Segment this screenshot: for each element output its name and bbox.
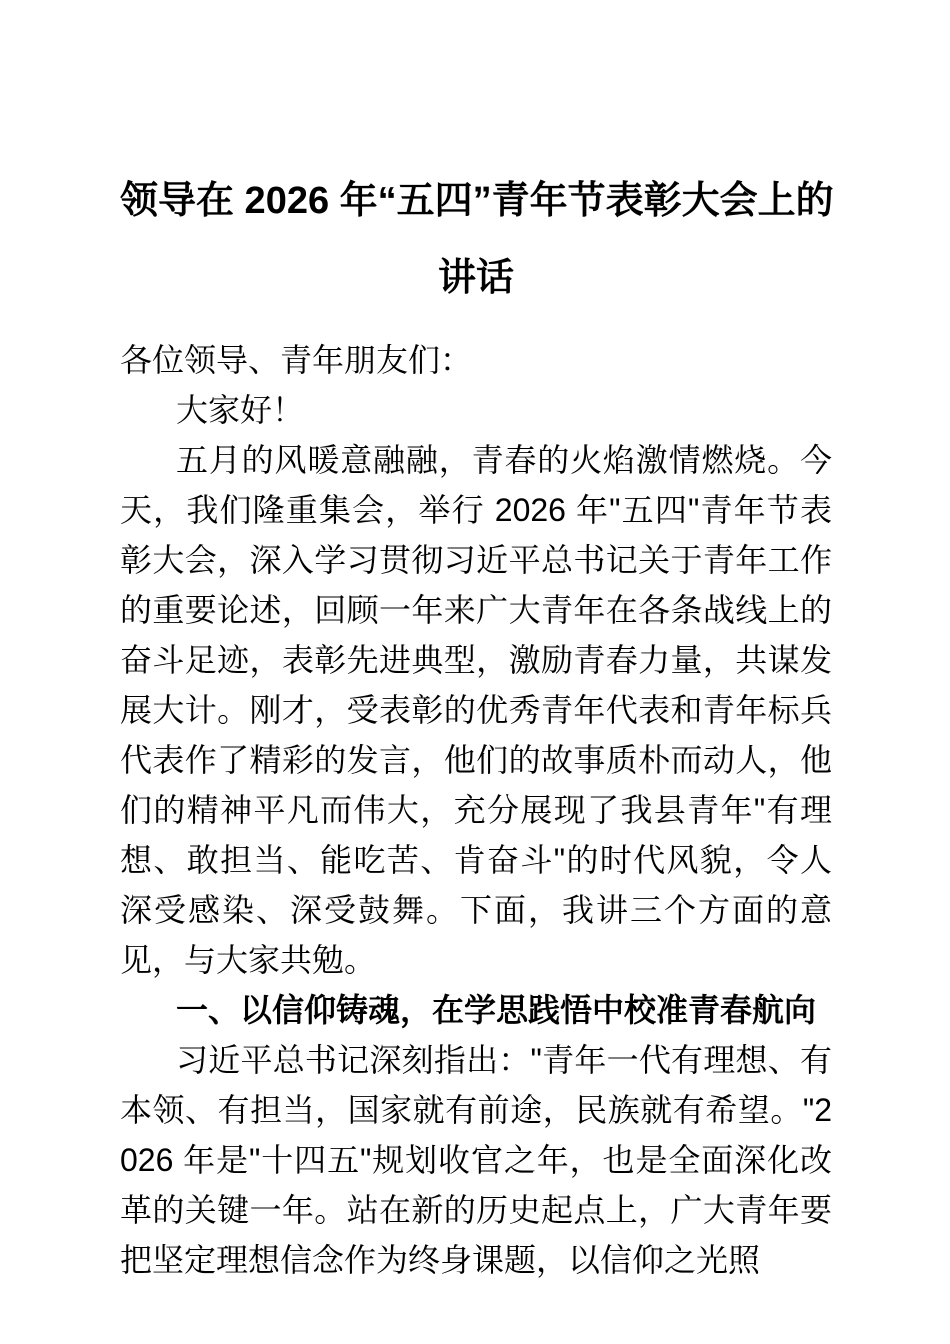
section-heading-1: 一、以信仰铸魂，在学思践悟中校准青春航向 bbox=[176, 992, 817, 1028]
document-title-line2: 讲话 bbox=[437, 257, 514, 299]
document-title bbox=[120, 163, 832, 317]
document-title-line1: 领导在 2026 年“五四”青年节表彰大会上的 bbox=[120, 180, 834, 222]
greeting-paragraph: 大家好！ bbox=[176, 392, 305, 428]
document-body bbox=[120, 335, 832, 1285]
salutation-paragraph: 各位领导、青年朋友们： bbox=[120, 342, 473, 378]
section-1-paragraph: 习近平总书记深刻指出："青年一代有理想、有本领、有担当，国家就有前途，民族就有希望。"2026 年是"十四五"规划收官之年，也是全面深化改革的关键一年。站在新的历史起点上，广大青年要把坚定理想信念作为终身课题，以信仰之光照 bbox=[120, 1042, 832, 1278]
opening-paragraph: 五月的风暖意融融，青春的火焰激情燃烧。今天，我们隆重集会，举行 2026 年"五四"青年节表彰大会，深入学习贯彻习近平总书记关于青年工作的重要论述，回顾一年来广大青年在各条战线上的奋斗足迹，表彰先进典型，激励青春力量，共谋发展大计。刚才，受表彰的优秀青年代表和青年标兵代表作了精彩的发言，他们的故事质朴而动人，他们的精神平凡而伟大，充分展现了我县青年"有理想、敢担当、能吃苦、肯奋斗"的时代风貌，令人深受感染、深受鼓舞。下面，我讲三个方面的意见，与大家共勉。 bbox=[120, 442, 832, 978]
